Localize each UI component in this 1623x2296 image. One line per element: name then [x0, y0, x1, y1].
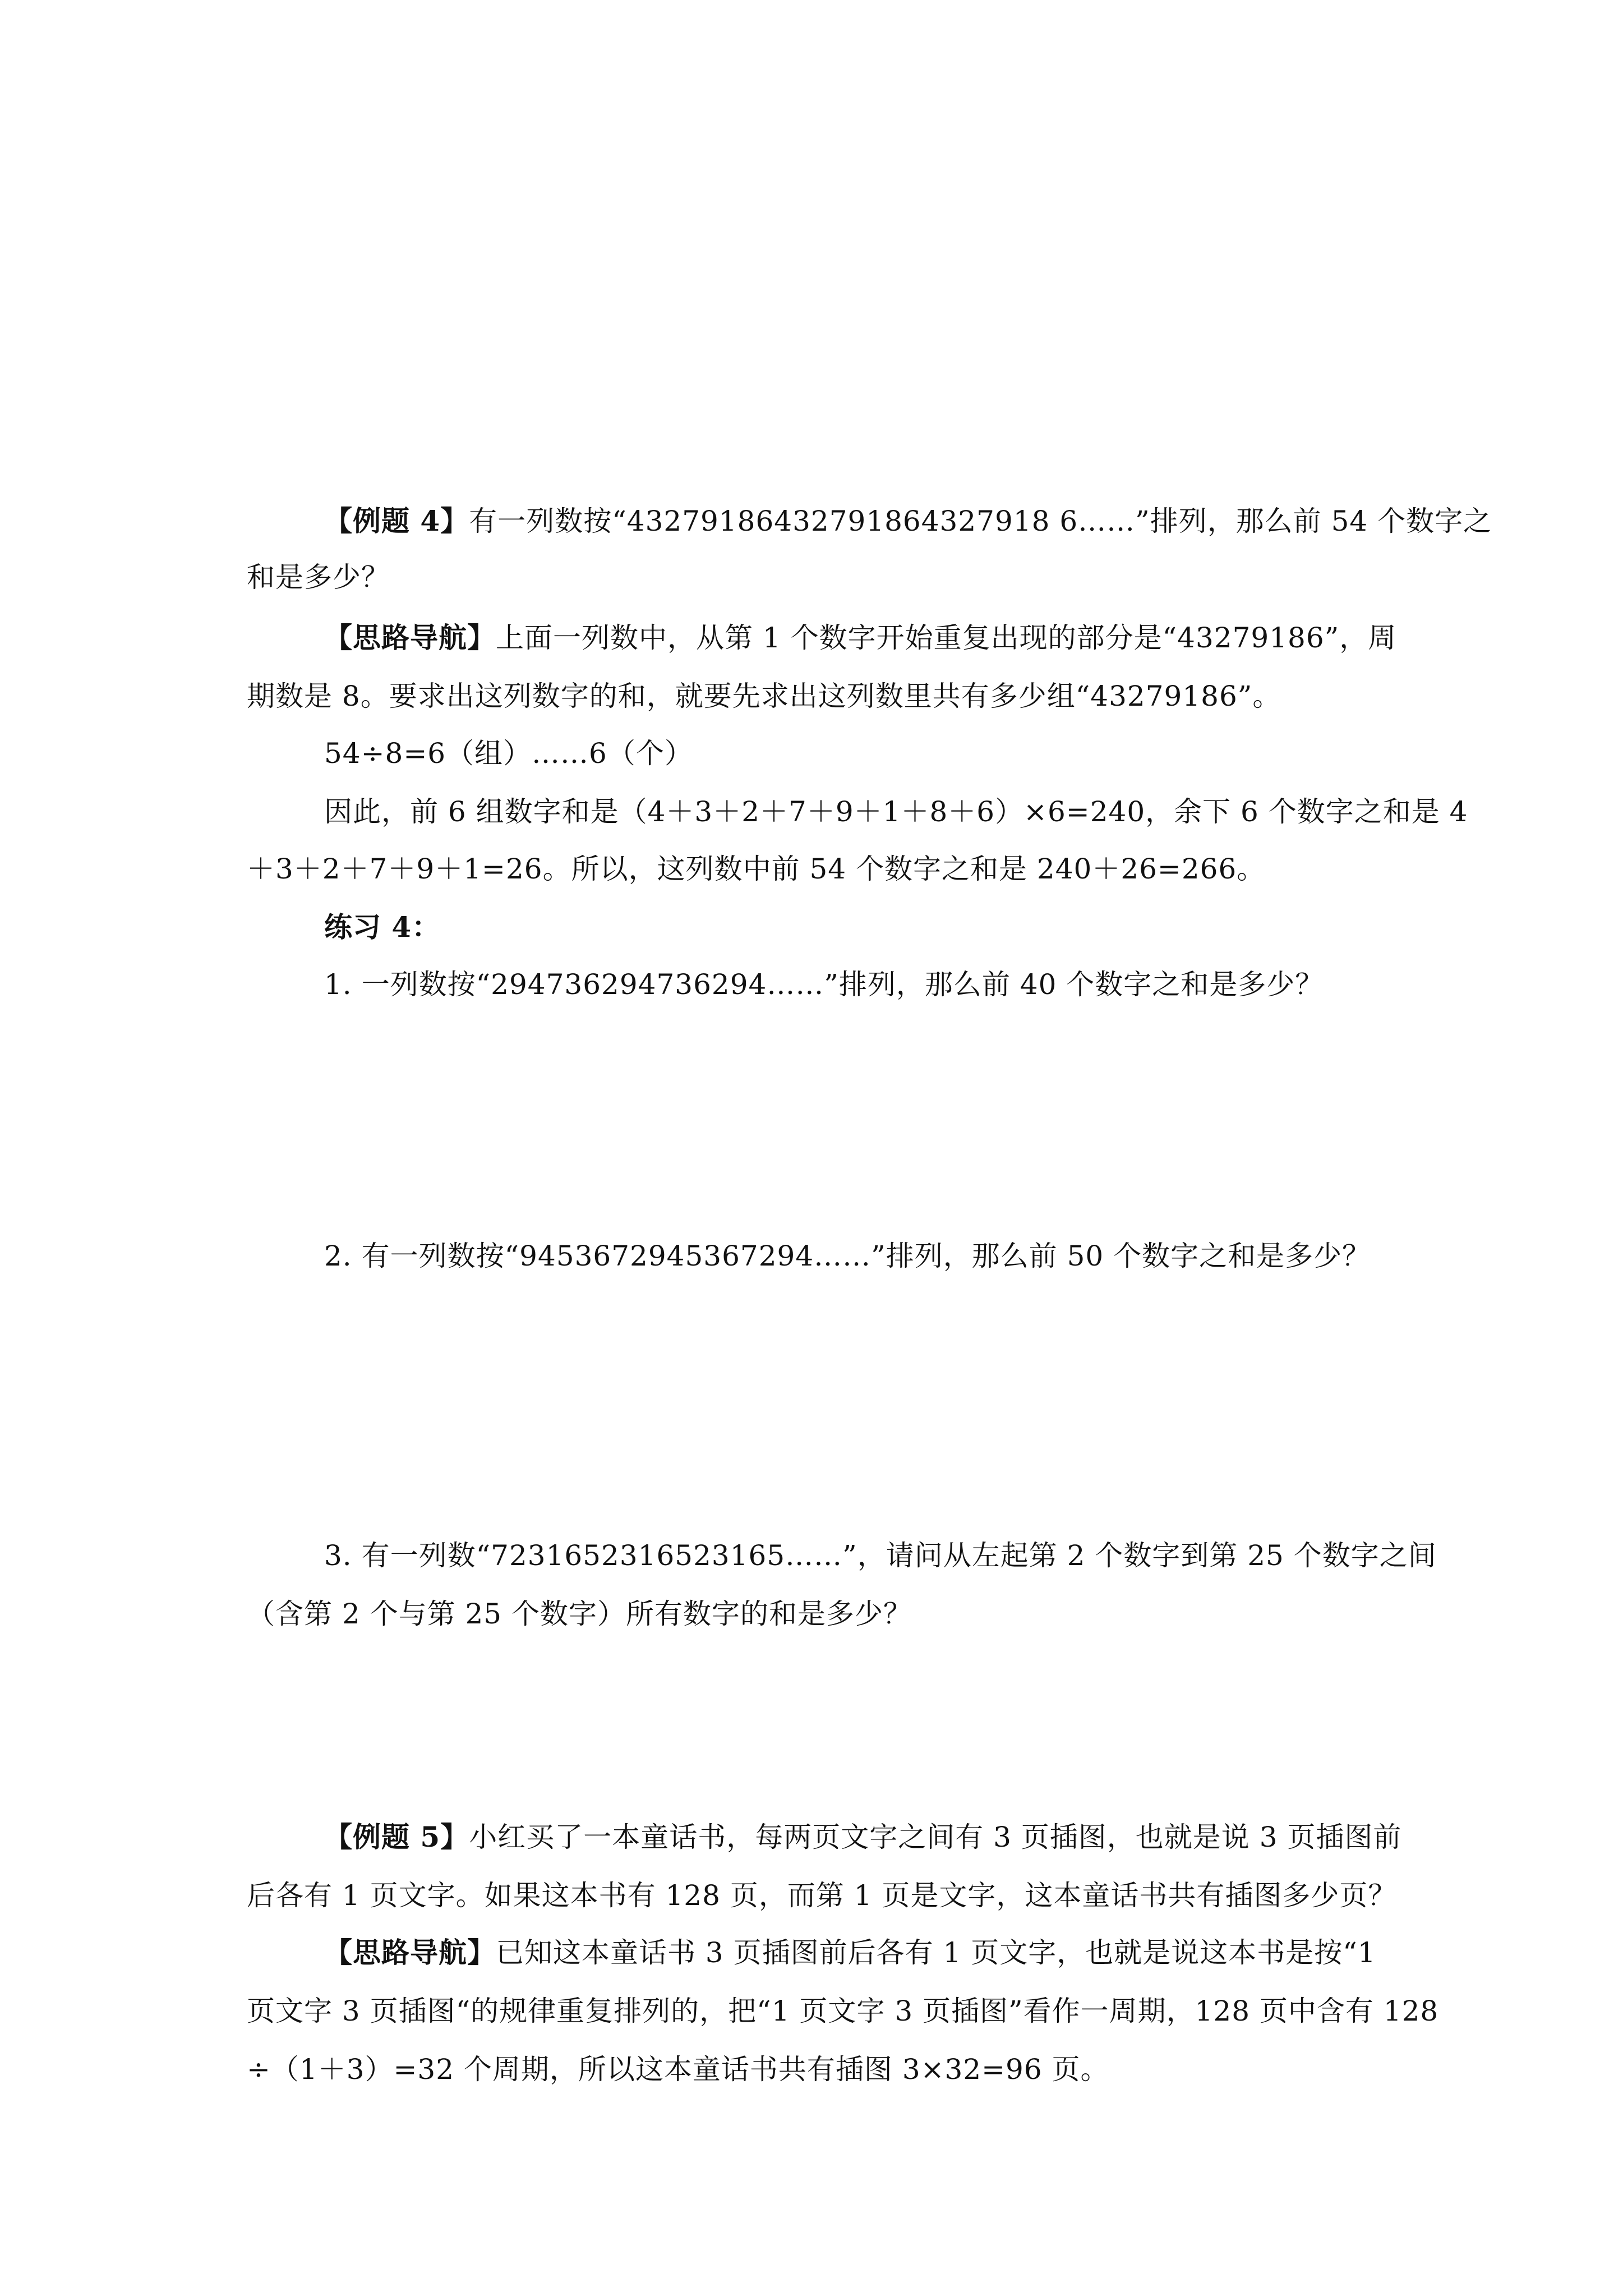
practice4-question3-line1: 3. 有一列数“7231652316523165……”，请问从左起第 2 个数字到第 25 个数字之间	[324, 1539, 1437, 1572]
example5-guide-text-line1: 已知这本童话书 3 页插图前后各有 1 页文字，也就是说这本书是按“1	[496, 1936, 1376, 1969]
example5-guide-tag: 【思路导航】	[324, 1936, 496, 1969]
example5-question-line2: 后各有 1 页文字。如果这本书有 128 页，而第 1 页是文字，这本童话书共有插图多少页？	[247, 1879, 1397, 1912]
example5-guide-line3: ÷（1＋3）=32 个周期，所以这本童话书共有插图 3×32=96 页。	[247, 2053, 1109, 2086]
example5-tag: 【例题 5】	[324, 1820, 469, 1853]
example4-guide-text-line1: 上面一列数中，从第 1 个数字开始重复出现的部分是“43279186”，周	[496, 622, 1397, 654]
example4-guide-line2: 期数是 8。要求出这列数字的和，就要先求出这列数里共有多少组“43279186”。	[247, 680, 1281, 712]
example5-text-line1: 小红买了一本童话书，每两页文字之间有 3 页插图，也就是说 3 页插图前	[469, 1821, 1402, 1853]
example4-guide-tag: 【思路导航】	[324, 621, 496, 654]
example4-guide-line1	[324, 619, 1396, 656]
practice4-question1: 1. 一列数按“294736294736294……”排列，那么前 40 个数字之和是多少？	[324, 968, 1324, 1001]
practice4-title: 练习 4：	[324, 910, 441, 944]
example4-question-line2: 和是多少？	[247, 561, 390, 593]
example4-tag: 【例题 4】	[324, 504, 469, 537]
practice4-question3-line2: （含第 2 个与第 25 个数字）所有数字的和是多少？	[247, 1598, 912, 1630]
example5-guide-line2: 页文字 3 页插图“的规律重复排列的，把“1 页文字 3 页插图”看作一周期，128 页中含有 128	[247, 1995, 1439, 2027]
example4-calc: 54÷8=6（组）……6（个）	[324, 737, 693, 770]
example4-conclusion-line1: 因此，前 6 组数字和是（4＋3＋2＋7＋9＋1＋8＋6）×6=240，余下 6 个数字之和是 4	[324, 795, 1468, 828]
example5-guide-line1	[324, 1934, 1376, 1971]
example4-text-line1: 有一列数按“43279186432791864327918 6……”排列，那么前 54 个数字之	[469, 505, 1492, 537]
example4-conclusion-line2: ＋3＋2＋7＋9＋1=26。所以，这列数中前 54 个数字之和是 240＋26=266。	[247, 853, 1266, 885]
example5-question-line1	[324, 1819, 1401, 1856]
example4-question-line1	[324, 503, 1492, 540]
practice4-question2: 2. 有一列数按“9453672945367294……”排列，那么前 50 个数字之和是多少？	[324, 1240, 1371, 1272]
